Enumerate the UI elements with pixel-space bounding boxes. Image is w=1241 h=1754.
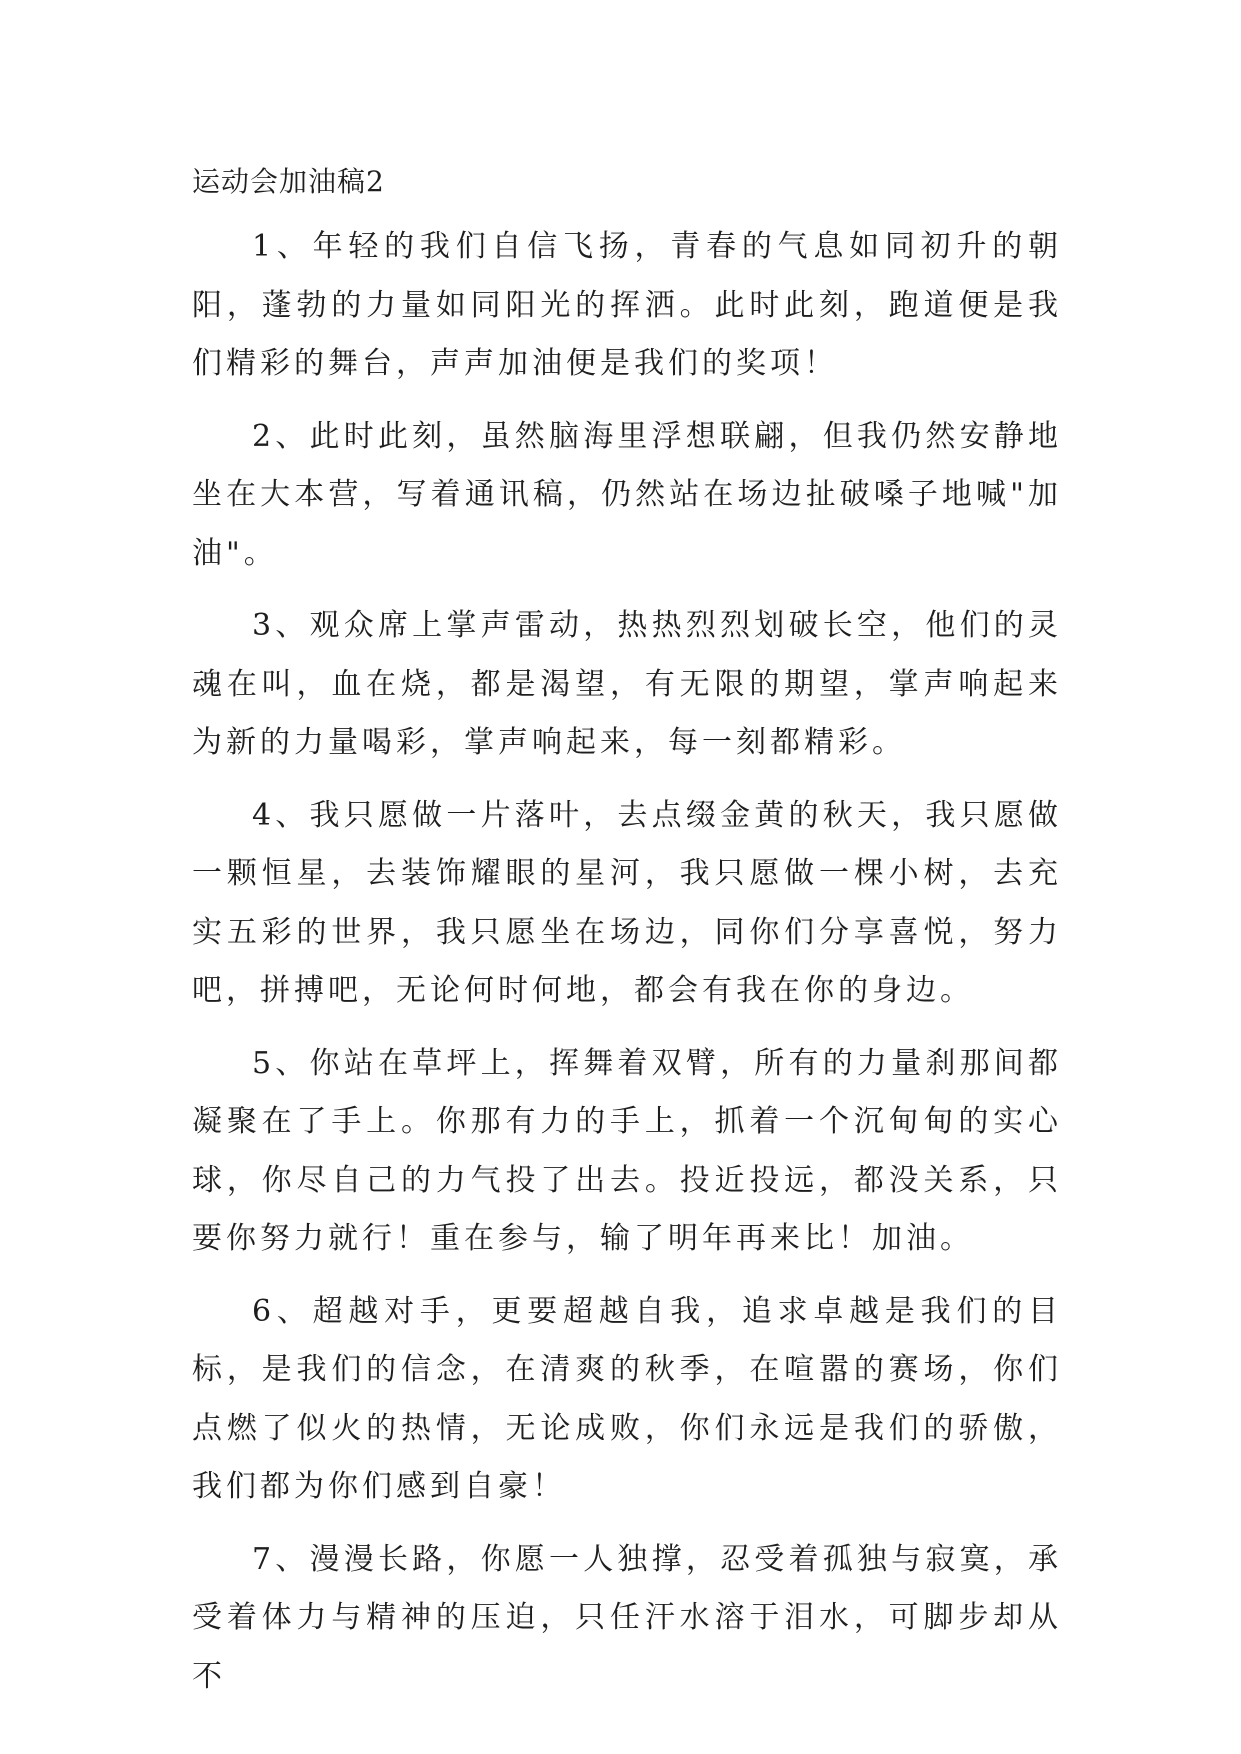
- document-page: [192, 160, 1062, 1706]
- paragraph-2: 2、此时此刻，虽然脑海里浮想联翩，但我仍然安静地坐在大本营，写着通讯稿，仍然站在场边扯破嗓子地喊"加油"。: [192, 418, 1062, 571]
- paragraph-1: 1、年轻的我们自信飞扬，青春的气息如同初升的朝阳，蓬勃的力量如同阳光的挥洒。此时此刻，跑道便是我们精彩的舞台，声声加油便是我们的奖项！: [192, 229, 1062, 381]
- paragraph-3: 3、观众席上掌声雷动，热热烈烈划破长空，他们的灵魂在叫，血在烧，都是渴望，有无限的期望，掌声响起来为新的力量喝彩，掌声响起来，每一刻都精彩。: [192, 608, 1062, 760]
- paragraph-7: 7、漫漫长路，你愿一人独撑，忍受着孤独与寂寞，承受着体力与精神的压迫，只任汗水溶于泪水，可脚步却从不: [192, 1541, 1062, 1694]
- paragraph-5: 5、你站在草坪上，挥舞着双臂，所有的力量刹那间都凝聚在了手上。你那有力的手上，抓着一个沉甸甸的实心球，你尽自己的力气投了出去。投近投远，都没关系，只要你努力就行！重在参与，输了明年再来比！加油。: [192, 1045, 1062, 1256]
- document-title: 运动会加油稿2: [192, 165, 385, 198]
- paragraph-4: 4、我只愿做一片落叶，去点缀金黄的秋天，我只愿做一颗恒星，去装饰耀眼的星河，我只愿做一棵小树，去充实五彩的世界，我只愿坐在场边，同你们分享喜悦，努力吧，拼搏吧，无论何时何地，都会有我在你的身边。: [192, 797, 1062, 1008]
- paragraph-6: 6、超越对手，更要超越自我，追求卓越是我们的目标，是我们的信念，在清爽的秋季，在喧嚣的赛场，你们点燃了似火的热情，无论成败，你们永远是我们的骄傲，我们都为你们感到自豪！: [192, 1293, 1062, 1504]
